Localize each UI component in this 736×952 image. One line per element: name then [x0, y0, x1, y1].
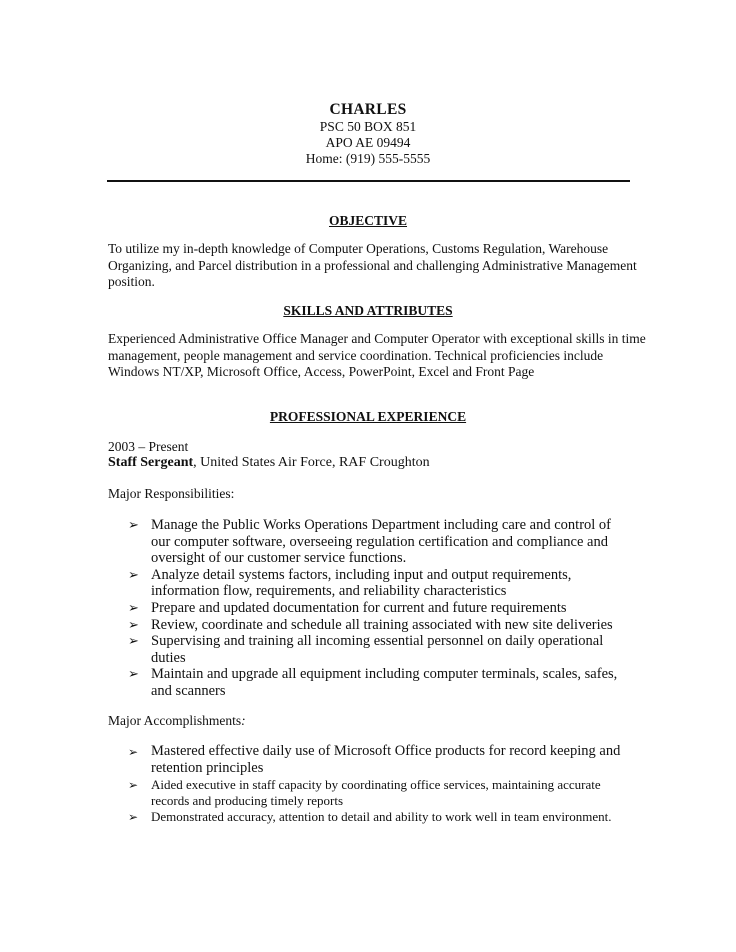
- arrow-bullet-icon: ➢: [128, 778, 139, 792]
- list-item: ➢ Prepare and updated documentation for current and future requirements: [128, 599, 567, 616]
- list-item: ➢ Aided executive in staff capacity by coordinating office services, maintaining accurate records and producing timely reports: [128, 777, 601, 808]
- list-item: ➢ Review, coordinate and schedule all training associated with new site deliveries: [128, 616, 613, 633]
- list-item: ➢ Demonstrated accuracy, attention to detail and ability to work well in team environment.: [128, 809, 612, 824]
- objective-heading: OBJECTIVE: [328, 213, 408, 228]
- accomplishments-label: Major Accomplishments:: [108, 713, 246, 728]
- list-item: ➢ Analyze detail systems factors, including input and output requirements, information flow, requirements, and reliability characteristics: [128, 566, 572, 600]
- responsibilities-list: [128, 517, 628, 700]
- skills-heading: SKILLS AND ATTRIBUTES: [283, 303, 453, 318]
- arrow-bullet-icon: ➢: [128, 567, 139, 583]
- list-item: ➢ Supervising and training all incoming essential personnel on daily operational duties: [128, 633, 604, 666]
- address-line-1: PSC 50 BOX 851: [319, 119, 417, 134]
- candidate-name: CHARLES: [329, 101, 407, 118]
- accomplishments-list: [128, 743, 628, 825]
- job-title: Staff Sergeant: [108, 455, 194, 470]
- job-employer: , United States Air Force, RAF Croughton: [193, 455, 430, 470]
- objective-text: To utilize my in-depth knowledge of Computer Operations, Customs Regulation, Warehouse Organizing, and Parcel distribution in a professional and challenging Administrative Management position.: [108, 241, 637, 289]
- header-divider: [107, 180, 630, 182]
- job-dates: 2003 – Present: [108, 439, 189, 454]
- experience-heading: PROFESSIONAL EXPERIENCE: [269, 409, 467, 424]
- arrow-bullet-icon: ➢: [128, 518, 139, 533]
- list-item: ➢ Maintain and upgrade all equipment including computer terminals, scales, safes, and scanners: [128, 666, 618, 699]
- skills-text: Experienced Administrative Office Manager and Computer Operator with exceptional skills in time management, people management and service coordination. Technical proficiencies include Windows NT/XP, Microsoft Office, Access, PowerPoint, Excel and Front Page: [108, 331, 646, 379]
- arrow-bullet-icon: ➢: [128, 617, 139, 633]
- job-title-line: [108, 455, 430, 471]
- list-item: ➢ Manage the Public Works Operations Department including care and control of our computer software, overseeing regulation certification and compliance and oversight of our customer service functions.: [128, 517, 612, 567]
- arrow-bullet-icon: ➢: [128, 810, 139, 824]
- responsibilities-label: Major Responsibilities:: [108, 486, 235, 501]
- phone-line: Home: (919) 555-5555: [305, 151, 431, 166]
- arrow-bullet-icon: ➢: [128, 667, 139, 683]
- list-item: ➢ Mastered effective daily use of Microsoft Office products for record keeping and retention principles: [128, 743, 621, 776]
- address-line-2: APO AE 09494: [325, 135, 411, 150]
- arrow-bullet-icon: ➢: [128, 600, 139, 616]
- arrow-bullet-icon: ➢: [128, 634, 139, 650]
- arrow-bullet-icon: ➢: [128, 745, 139, 759]
